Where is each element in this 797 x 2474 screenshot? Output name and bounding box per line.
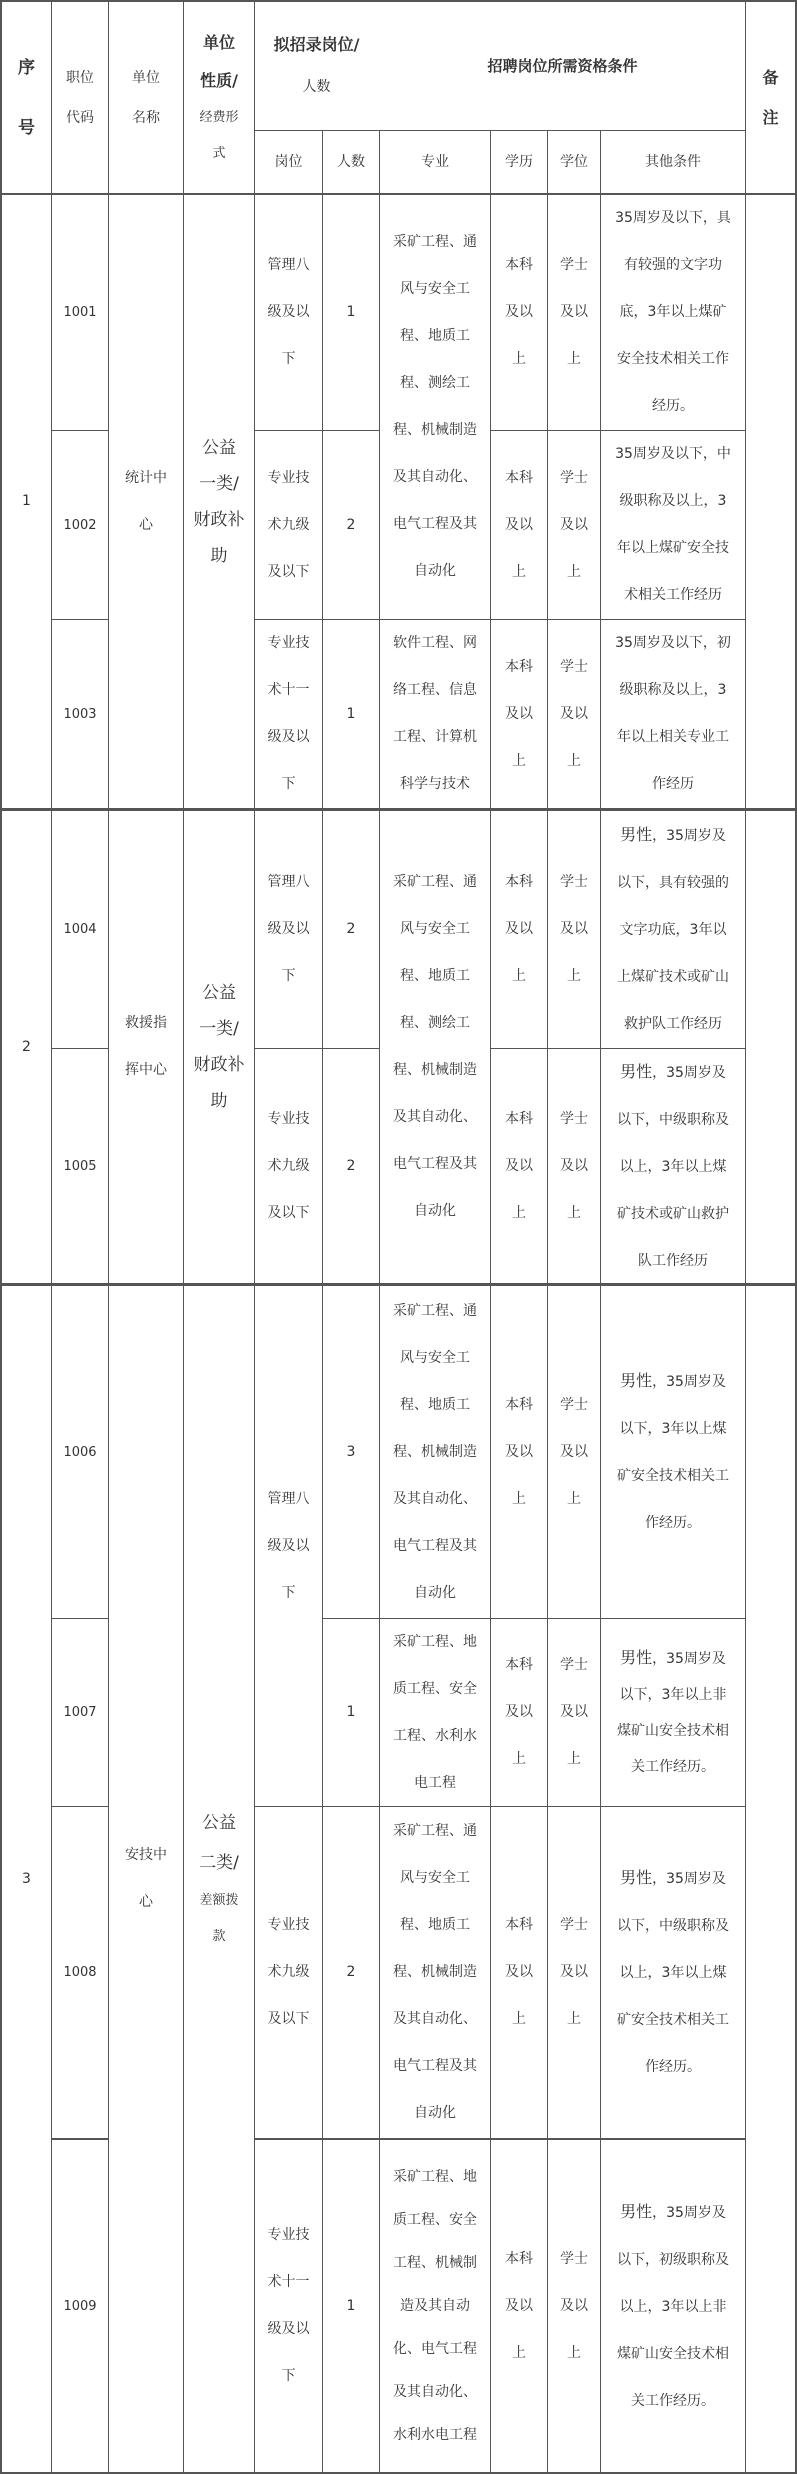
position-count: 1 [346,304,356,320]
position-title: 专业技 术九级 及以下 [267,1110,310,1221]
gender-req: 男性 [620,825,653,844]
unit-nature: 公益 一类/ 财政补 助 [193,983,245,1111]
position-code: 1007 [63,1705,97,1720]
major-req: 软件工程、网 络工程、信息 工程、计算机 科学与技术 [393,635,477,792]
degree-req: 学士 及以 上 [560,257,588,367]
header-planned-title: 拟招录岗位/ [273,35,360,54]
position-count: 2 [346,1964,356,1980]
other-conditions: 35周岁及以下，中 级职称及以上，3 年以上煤矿安全技 术相关工作经历 [615,446,731,603]
gender-req: 男性 [620,1371,653,1390]
major-req: 采矿工程、地 质工程、安全 工程、水利水 电工程 [393,1633,477,1791]
header-position: 岗位 [274,153,303,170]
unit-name: 统计中 心 [125,469,167,533]
header-qualifications: 招聘岗位所需资格条件 [487,57,638,75]
unit-nature-sub: 差额拨 款 [199,1893,239,1944]
position-code: 1001 [63,305,97,320]
major-req: 采矿工程、通 风与安全工 程、地质工 程、测绘工 程、机械制造 及其自动化、 电气工程及其 自动化 [393,874,477,1219]
education-req: 本科 及以 上 [505,1110,533,1221]
header-degree: 学位 [560,153,588,170]
position-code: 1003 [63,706,97,722]
gender-req: 男性 [620,2201,653,2221]
degree-req: 学士 及以 上 [560,1110,588,1221]
education-req: 本科 及以 上 [505,469,533,580]
gender-req: 男性 [620,1868,653,1887]
degree-req: 学士 及以 上 [560,1657,588,1767]
other-conditions-text: ，35周岁及 以下，3年以上煤 矿安全技术相关工 作经历。 [617,1374,729,1531]
unit-name: 救援指 挥中心 [125,1015,167,1078]
position-title: 管理八 级及以 下 [267,874,310,984]
position-count: 2 [346,921,356,937]
header-unit-nature-sub: 经费形 式 [199,109,239,161]
other-conditions-text: ，35周岁及 以下，3年以上非 煤矿山安全技术相 关工作经历。 [617,1651,729,1775]
degree-req: 学士 及以 上 [560,1917,588,2027]
header-remark: 备 注 [762,67,779,127]
header-major: 专业 [421,153,449,170]
degree-req: 学士 及以 上 [560,2250,588,2361]
other-conditions-text: ，35周岁及 以下，具有较强的 文字功底，3年以 上煤矿技术或矿山 救护队工作经历 [617,828,729,1032]
other-conditions [601,2140,745,2472]
degree-req: 学士 及以 上 [560,1396,588,1507]
education-req: 本科 及以 上 [505,874,533,984]
position-count: 1 [346,2297,356,2314]
unit-nature-title: 公益 二类/ [199,1813,239,1873]
position-title: 专业技 术九级 及以下 [267,1917,310,2027]
unit-nature: 公益 一类/ 财政补 助 [193,437,245,566]
header-count: 人数 [337,153,365,170]
position-title: 管理八 级及以 下 [267,1490,310,1601]
other-conditions-text: ，35周岁及 以下，中级职称及 以上，3年以上煤 矿技术或矿山救护 队工作经历 [617,1064,729,1269]
position-code: 1005 [63,1158,97,1174]
gender-req: 男性 [620,1061,653,1081]
position-code: 1008 [63,1965,97,1980]
major-req: 采矿工程、通 风与安全工 程、地质工 程、机械制造 及其自动化、 电气工程及其 自动化 [393,1823,477,2121]
header-unit-nature [184,2,254,193]
degree-req: 学士 及以 上 [560,874,588,984]
other-conditions [601,1807,745,2138]
position-title: 专业技 术十一 级及以 下 [267,2227,310,2384]
position-code: 1004 [63,922,97,937]
other-conditions-text: ，35周岁及 以下，初级职称及 以上，3年以上非 煤矿山安全技术相 关工作经历。 [617,2204,729,2409]
position-title: 管理八 级及以 下 [267,257,310,367]
major-req: 采矿工程、地 质工程、安全 工程、机械制 造及其自动 化、电气工程 及其自动化、 水利水电工程 [393,2168,477,2443]
position-count: 2 [346,1157,356,1174]
group-seq: 3 [22,1870,31,1887]
unit-name: 安技中 心 [125,1847,167,1910]
position-code: 1009 [63,2298,97,2314]
other-conditions-text: ，35周岁及 以下，中级职称及 以上，3年以上煤 矿安全技术相关工 作经历。 [617,1871,729,2075]
other-conditions: 35周岁及以下，具 有较强的文字功 底，3年以上煤矿 安全技术相关工作 经历。 [615,210,731,414]
education-req: 本科 及以 上 [505,1917,533,2027]
other-conditions: 35周岁及以下，初 级职称及以上，3 年以上相关专业工 作经历 [615,635,731,792]
header-other-conditions: 其他条件 [645,153,701,170]
degree-req: 学士 及以 上 [560,469,588,580]
header-position-code: 职位 代码 [66,69,94,126]
education-req: 本科 及以 上 [505,257,533,367]
education-req: 本科 及以 上 [505,1396,533,1507]
header-seq: 序 号 [18,57,35,138]
education-req: 本科 及以 上 [505,2250,533,2361]
education-req: 本科 及以 上 [505,1657,533,1767]
group-seq: 1 [22,493,31,509]
education-req: 本科 及以 上 [505,658,533,769]
position-title: 专业技 术九级 及以下 [267,469,310,580]
header-planned-sub: 人数 [302,79,331,95]
major-req: 采矿工程、通 风与安全工 程、地质工 程、测绘工 程、机械制造 及其自动化、 电气工程及其 自动化 [393,234,477,579]
position-title: 专业技 术十一 级及以 下 [267,635,310,792]
major-req: 采矿工程、通 风与安全工 程、地质工 程、机械制造 及其自动化、 电气工程及其 自动化 [393,1302,477,1601]
gender-req: 男性 [620,1648,653,1667]
other-conditions [601,1619,745,1806]
header-education: 学历 [505,153,533,170]
position-count: 3 [346,1443,356,1460]
other-conditions [601,811,745,1048]
position-code: 1002 [63,517,97,533]
other-conditions [601,1049,745,1283]
col-line [745,0,746,2474]
unit-nature [184,1286,254,2472]
header-unit-nature-title: 单位 性质/ [200,32,238,90]
degree-req: 学士 及以 上 [560,658,588,769]
header-unit-name: 单位 名称 [132,69,160,126]
position-code: 1006 [63,1444,97,1460]
other-conditions [601,1286,745,1618]
position-count: 1 [346,705,356,722]
group-seq: 2 [22,1038,31,1055]
position-count: 2 [346,516,356,533]
position-count: 1 [346,1704,356,1720]
header-planned [255,2,378,130]
